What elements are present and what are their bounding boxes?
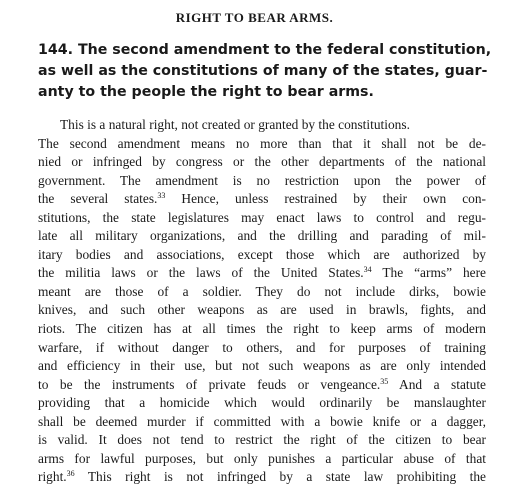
body-line: is valid. It does not tend to restrict the right of the citizen to bear	[38, 432, 486, 448]
body-line: This is a natural right, not created or granted by the constitutions.	[60, 117, 410, 132]
body-line: nied or infringed by congress or the other departments of the national	[38, 154, 486, 170]
running-head: RIGHT TO BEAR ARMS.	[175, 10, 334, 25]
footnote-ref: 36	[66, 469, 75, 479]
body-line: The second amendment means no more than that it shall not be de-	[38, 135, 486, 151]
body-line: shall be deemed murder if committed with a bowie knife or a dagger,	[38, 413, 486, 429]
body-line: right.$^{36}$ This right is not infringed by a state law prohibiting the	[38, 469, 486, 485]
body-line: the several states.$^{33}$ Hence, unless restrained by their own con-	[38, 191, 487, 207]
body-line: warfare, if without danger to others, and for purposes of training	[38, 339, 486, 355]
body-line: and efficiency in their use, but not such weapons as are only intended	[38, 358, 486, 374]
body-line: knives, and such other weapons as are used in brawls, fights, and	[38, 302, 486, 318]
body-line: to be the instruments of private feuds or vengeance.$^{35}$ And a statute	[38, 376, 486, 392]
body-line: stitutions, the state legislatures may enact laws to control and regu-	[38, 209, 486, 225]
heading-line-2: as well as the constitutions of many of the states, guar-	[38, 63, 488, 79]
footnote-ref: 35	[380, 376, 389, 386]
heading-line-1: 144. The second amendment to the federal constitution,	[38, 42, 492, 58]
body-line: itary bodies and associations, except those which are authorized by	[38, 246, 486, 262]
body-line: providing that a homicide which would ordinarily be manslaughter	[38, 395, 486, 411]
body-paragraph	[38, 116, 486, 487]
body-line: the militia laws or the laws of the United States.$^{34}$ The “arms” here	[38, 265, 486, 281]
body-line: government. The amendment is no restriction upon the power of	[38, 172, 486, 188]
body-line: arms for lawful purposes, but only punishes a particular abuse of that	[38, 450, 486, 466]
footnote-ref: 33	[157, 191, 166, 201]
section-number: 144.	[38, 42, 74, 58]
section-heading	[38, 40, 492, 103]
heading-line-3: anty to the people the right to bear arms.	[38, 84, 374, 100]
body-line: riots. The citizen has at all times the right to keep arms of modern	[38, 321, 486, 337]
footnote-ref: 34	[363, 265, 372, 275]
body-line: late all military organizations, and the drilling and parading of mil-	[38, 228, 486, 244]
body-line: meant are those of a soldier. They do not include dirks, bowie	[38, 283, 486, 299]
